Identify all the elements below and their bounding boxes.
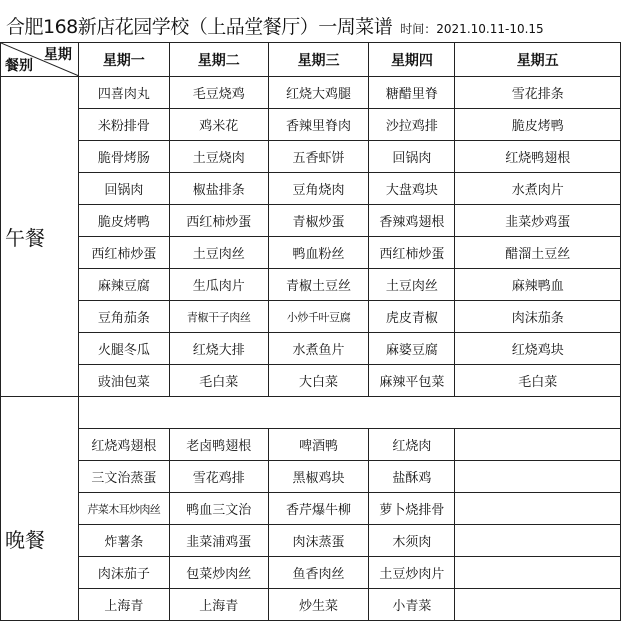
dish-cell: 小炒千叶豆腐 xyxy=(268,301,369,333)
dish-cell: 木须肉 xyxy=(369,525,455,557)
lunch-row xyxy=(1,173,621,205)
dish-cell: 土豆肉丝 xyxy=(169,237,268,269)
dish-cell: 麻婆豆腐 xyxy=(369,333,455,365)
dish-cell: 鸡米花 xyxy=(169,109,268,141)
dish-cell: 黑椒鸡块 xyxy=(268,461,369,493)
dish-cell: 米粉排骨 xyxy=(78,109,169,141)
dish-cell: 青椒干子肉丝 xyxy=(169,301,268,333)
dish-cell: 青椒炒蛋 xyxy=(268,205,369,237)
dish-cell: 回锅肉 xyxy=(78,173,169,205)
dish-cell: 虎皮青椒 xyxy=(369,301,455,333)
dish-cell: 西红柿炒蛋 xyxy=(78,237,169,269)
dish-cell xyxy=(455,557,621,589)
lunch-row xyxy=(1,333,621,365)
week-label: 星期 xyxy=(43,47,72,63)
dish-cell xyxy=(455,525,621,557)
dish-cell: 水煮肉片 xyxy=(455,173,621,205)
dish-cell xyxy=(455,493,621,525)
meal-label: 餐别 xyxy=(5,58,33,74)
header-corner-cell xyxy=(1,43,79,77)
lunch-row xyxy=(1,301,621,333)
dish-cell: 肉沫蒸蛋 xyxy=(268,525,369,557)
dish-cell: 鸭血三文治 xyxy=(169,493,268,525)
meal-label-cell: 晚餐 xyxy=(1,397,79,621)
dish-cell: 包菜炒肉丝 xyxy=(169,557,268,589)
separator-cell xyxy=(78,397,620,429)
dish-cell: 炸薯条 xyxy=(78,525,169,557)
dish-cell: 脆皮烤鸭 xyxy=(455,109,621,141)
dish-cell: 西红柿炒蛋 xyxy=(169,205,268,237)
dinner-row xyxy=(1,557,621,589)
dish-cell: 五香虾饼 xyxy=(268,141,369,173)
dish-cell: 盐酥鸡 xyxy=(369,461,455,493)
dish-cell: 豆角烧肉 xyxy=(268,173,369,205)
dish-cell: 萝卜烧排骨 xyxy=(369,493,455,525)
dish-cell: 麻辣平包菜 xyxy=(369,365,455,397)
dish-cell: 毛白菜 xyxy=(169,365,268,397)
dish-cell: 毛白菜 xyxy=(455,365,621,397)
dish-cell: 炒生菜 xyxy=(268,589,369,621)
day-header: 星期二 xyxy=(169,43,268,77)
dish-cell: 小青菜 xyxy=(369,589,455,621)
menu-title-text: 合肥168新店花园学校（上品堂餐厅）一周菜谱 xyxy=(6,16,393,38)
dish-cell: 香芹爆牛柳 xyxy=(268,493,369,525)
dish-cell: 水煮鱼片 xyxy=(268,333,369,365)
dish-cell xyxy=(455,429,621,461)
dish-cell: 醋溜土豆丝 xyxy=(455,237,621,269)
dish-cell: 土豆肉丝 xyxy=(369,269,455,301)
dish-cell: 啤酒鸭 xyxy=(268,429,369,461)
dish-cell: 四喜肉丸 xyxy=(78,77,169,109)
dinner-row xyxy=(1,493,621,525)
dish-cell: 韭菜炒鸡蛋 xyxy=(455,205,621,237)
dish-cell: 三文治蒸蛋 xyxy=(78,461,169,493)
dish-cell xyxy=(455,461,621,493)
dish-cell: 红烧大排 xyxy=(169,333,268,365)
dish-cell: 红烧鸭翅根 xyxy=(455,141,621,173)
dish-cell: 沙拉鸡排 xyxy=(369,109,455,141)
dish-cell: 香辣鸡翅根 xyxy=(369,205,455,237)
dish-cell: 老卤鸭翅根 xyxy=(169,429,268,461)
dish-cell: 西红柿炒蛋 xyxy=(369,237,455,269)
separator-row xyxy=(1,397,621,429)
lunch-row xyxy=(1,269,621,301)
dish-cell: 土豆烧肉 xyxy=(169,141,268,173)
dish-cell: 香辣里脊肉 xyxy=(268,109,369,141)
dinner-row xyxy=(1,525,621,557)
date-range: 时间：2021.10.11-10.15 xyxy=(400,22,544,36)
dish-cell: 椒盐排条 xyxy=(169,173,268,205)
dish-cell: 糖醋里脊 xyxy=(369,77,455,109)
dish-cell: 红烧大鸡腿 xyxy=(268,77,369,109)
lunch-row xyxy=(1,205,621,237)
dish-cell: 脆骨烤肠 xyxy=(78,141,169,173)
dish-cell: 脆皮烤鸭 xyxy=(78,205,169,237)
dish-cell: 青椒土豆丝 xyxy=(268,269,369,301)
lunch-row xyxy=(1,365,621,397)
dish-cell: 雪花鸡排 xyxy=(169,461,268,493)
dish-cell: 红烧肉 xyxy=(369,429,455,461)
dish-cell: 麻辣豆腐 xyxy=(78,269,169,301)
dinner-row xyxy=(1,589,621,621)
dish-cell: 大盘鸡块 xyxy=(369,173,455,205)
dish-cell: 土豆炒肉片 xyxy=(369,557,455,589)
lunch-row xyxy=(1,237,621,269)
dish-cell: 毛豆烧鸡 xyxy=(169,77,268,109)
dinner-row xyxy=(1,461,621,493)
lunch-row xyxy=(1,109,621,141)
dish-cell: 上海青 xyxy=(78,589,169,621)
header-row xyxy=(1,43,621,77)
dinner-row xyxy=(1,429,621,461)
dish-cell: 韭菜浦鸡蛋 xyxy=(169,525,268,557)
meal-label-cell: 午餐 xyxy=(1,77,79,397)
dish-cell: 肉沫茄子 xyxy=(78,557,169,589)
weekly-menu-table xyxy=(0,42,621,621)
dish-cell xyxy=(455,589,621,621)
dish-cell: 生瓜肉片 xyxy=(169,269,268,301)
dish-cell: 肉沫茄条 xyxy=(455,301,621,333)
day-header: 星期一 xyxy=(78,43,169,77)
dish-cell: 火腿冬瓜 xyxy=(78,333,169,365)
dish-cell: 芹菜木耳炒肉丝 xyxy=(78,493,169,525)
dish-cell: 鱼香肉丝 xyxy=(268,557,369,589)
dish-cell: 麻辣鸭血 xyxy=(455,269,621,301)
dish-cell: 大白菜 xyxy=(268,365,369,397)
dish-cell: 红烧鸡翅根 xyxy=(78,429,169,461)
day-header: 星期五 xyxy=(455,43,621,77)
dish-cell: 豆角茄条 xyxy=(78,301,169,333)
dish-cell: 雪花排条 xyxy=(455,77,621,109)
menu-title xyxy=(6,12,621,40)
day-header: 星期三 xyxy=(268,43,369,77)
dish-cell: 鸭血粉丝 xyxy=(268,237,369,269)
lunch-row xyxy=(1,141,621,173)
dish-cell: 豉油包菜 xyxy=(78,365,169,397)
dish-cell: 上海青 xyxy=(169,589,268,621)
dish-cell: 红烧鸡块 xyxy=(455,333,621,365)
day-header: 星期四 xyxy=(369,43,455,77)
dish-cell: 回锅肉 xyxy=(369,141,455,173)
lunch-row xyxy=(1,77,621,109)
